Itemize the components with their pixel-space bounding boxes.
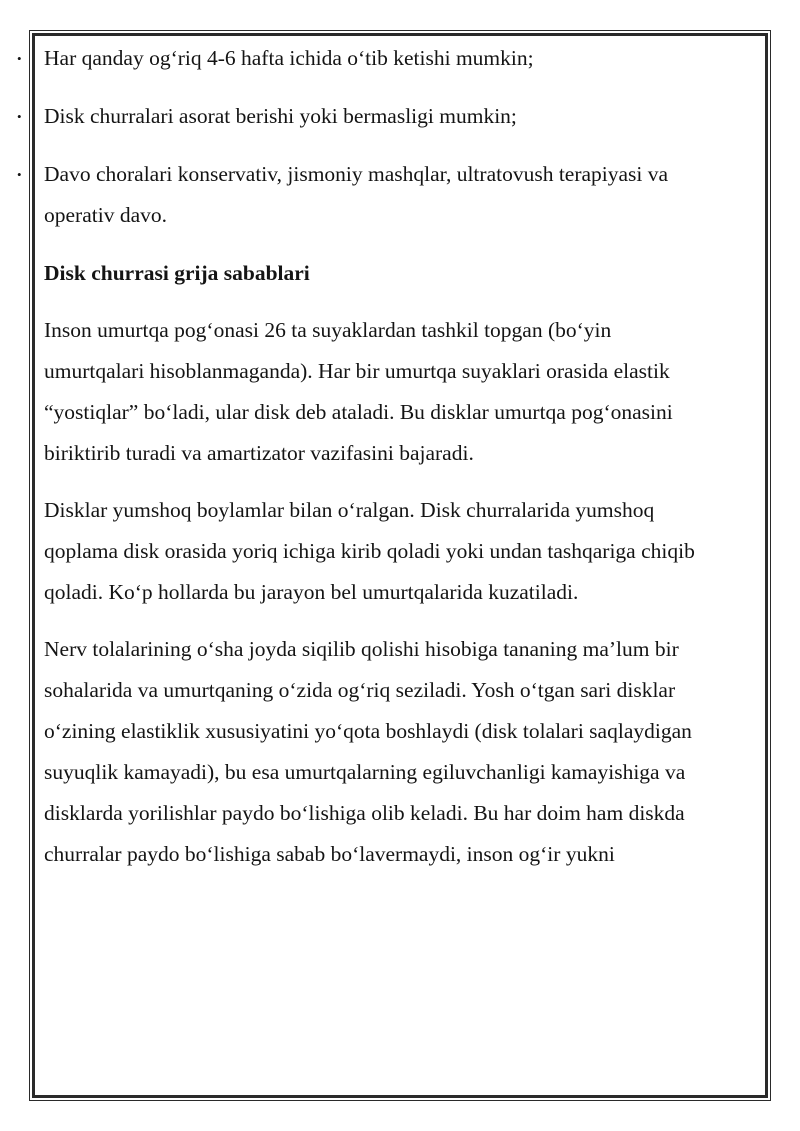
bullet-text: Disk churralari asorat berishi yoki bermasligi mumkin; xyxy=(44,104,517,128)
list-item xyxy=(17,38,704,79)
document-body xyxy=(17,38,704,891)
section-heading: Disk churrasi grija sabablari xyxy=(44,261,310,285)
bullet-text: Har qanday og‘riq 4-6 hafta ichida o‘tib ketishi mumkin; xyxy=(44,46,534,70)
paragraph: Disklar yumshoq boylamlar bilan o‘ralgan. Disk churralarida yumshoq qoplama disk orasida yoriq ichiga kirib qoladi yoki undan tashqariga chiqib qoladi. Ko‘p hollarda bu jarayon bel umurtqalarida kuzatiladi. xyxy=(44,498,695,604)
bullet-list xyxy=(17,38,704,236)
paragraph: Inson umurtqa pog‘onasi 26 ta suyaklardan tashkil topgan (bo‘yin umurtqalari hisoblanmaganda). Har bir umurtqa suyaklari orasida elastik “yostiqlar” bo‘ladi, ular disk deb ataladi. Bu disklar umurtqa pog‘onasini biriktirib turadi va amartizator vazifasini bajaradi. xyxy=(44,318,673,465)
bullet-icon: • xyxy=(17,51,22,66)
bullet-icon: • xyxy=(17,109,22,124)
list-item xyxy=(17,96,704,137)
bullet-text: Davo choralari konservativ, jismoniy mashqlar, ultratovush terapiyasi va operativ davo. xyxy=(44,162,669,227)
list-item xyxy=(17,154,704,236)
bullet-icon: • xyxy=(17,167,22,182)
paragraph: Nerv tolalarining o‘sha joyda siqilib qolishi hisobiga tananing ma’lum bir sohalarida va umurtqaning o‘zida og‘riq seziladi. Yosh o‘tgan sari disklar o‘zining elastiklik xususiyatini yo‘qota boshlaydi (disk tolalari saqlaydigan suyuqlik kamayadi), bu esa umurtqalarning egiluvchanligi kamayishiga va disklarda yorilishlar paydo bo‘lishiga olib keladi. Bu har doim ham diskda churralar paydo bo‘lishiga sabab bo‘lavermaydi, inson og‘ir yukni xyxy=(44,637,692,866)
